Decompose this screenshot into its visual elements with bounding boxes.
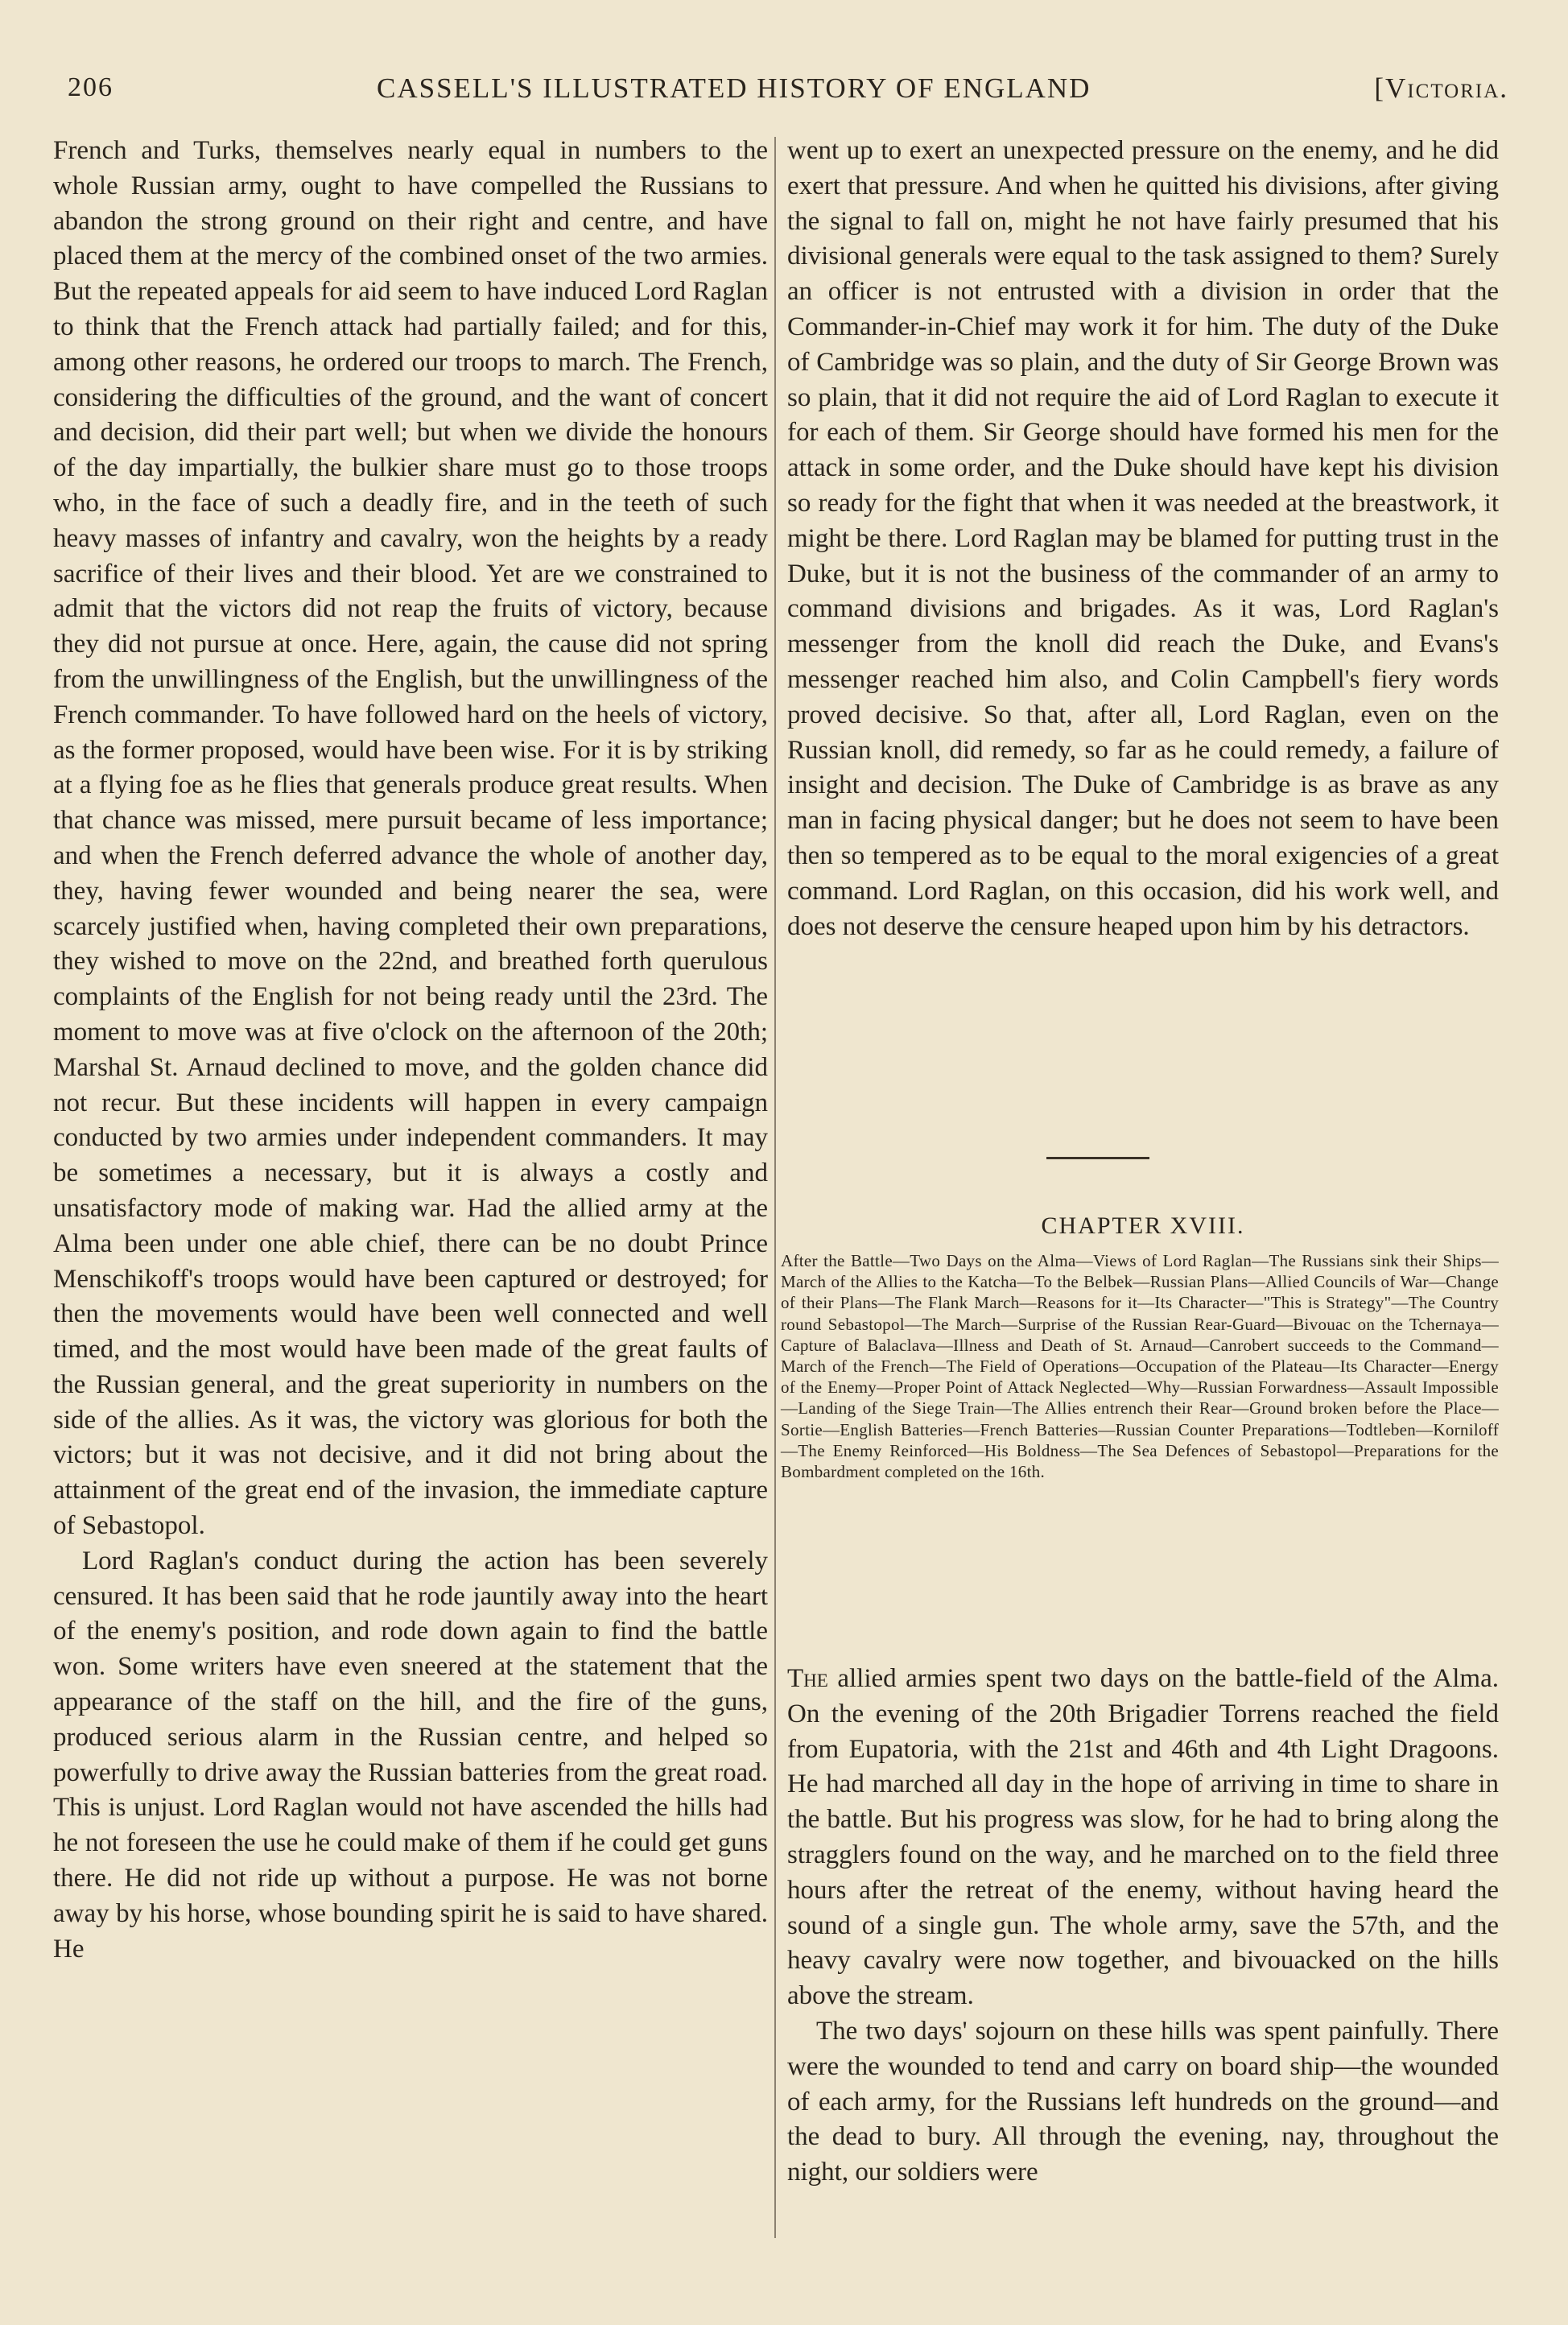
reign-label: [Victoria.: [1374, 72, 1508, 104]
paragraph: French and Turks, themselves nearly equal in numbers to the whole Russian army, ought to have compelled the Russians to abandon the strong ground on their right and centre, and have placed them at the mercy of the combined onset of the two armies. But the repeated appeals for aid seem to have induced Lord Raglan to think that the French attack had partially failed; and for this, among other reasons, he ordered our troops to march. The French, considering the difficulties of the ground, and the want of concert and decision, did their part well; but when we divide the honours of the day impartially, the bulkier share must go to those troops who, in the face of such a deadly fire, and in the teeth of such heavy masses of infantry and cavalry, won the heights by a ready sacrifice of their lives and their blood. Yet are we constrained to admit that the victors did not reap the fruits of victory, because they did not pursue at once. Here, again, the cause did not spring from the unwillingness of the English, but the unwillingness of the French commander. To have followed hard on the heels of victory, as the former proposed, would have been wise. For it is by striking at a flying foe as he flies that generals produce great results. When that chance was missed, mere pursuit became of less importance; and when the French deferred advance the whole of another day, they, having fewer wounded and being nearer the sea, were scarcely justified when, having completed their own preparations, they wished to move on the 22nd, and breathed forth querulous complaints of the English for not being ready until the 23rd. The moment to move was at five o'clock on the afternoon of the 20th; Marshal St. Arnaud declined to move, and the golden chance did not recur. But these incidents will happen in every campaign conducted by two armies under independent commanders. It may be sometimes a necessary, but it is always a costly and unsatisfactory mode of making war. Had the allied army at the Alma been under one able chief, there can be no doubt Prince Menschikoff's troops would have been captured or destroyed; for then the movements would have been well connected and well timed, and the most would have been made of the great faults of the Russian general, and the great superiority in numbers on the side of the allies. As it was, the victory was glorious for both the victors; but it was not decisive, and it did not bring about the attainment of the great end of the invasion, the immediate capture of Sebastopol.: [53, 136, 768, 1541]
paragraph: The two days' sojourn on these hills was spent painfully. There were the wounded to tend and carry on board ship—the wounded of each army, for the Russians left hundreds on the ground—and the dead to bury. All through the evening, nay, throughout the night, our soldiers were: [787, 2016, 1499, 2187]
chapter-heading: CHAPTER XVIII.: [1041, 1212, 1245, 1239]
right-column-bottom: [787, 1662, 1499, 2191]
running-title: CASSELL'S ILLUSTRATED HISTORY OF ENGLAND: [377, 72, 1091, 104]
paragraph: went up to exert an unexpected pressure on the enemy, and he did exert that pressure. And when he quitted his divisions, after giving the signal to fall on, might he not have fairly presumed that his divisional generals were equal to the task assigned to them? Surely an officer is not entrusted with a division in order that the Commander-in-Chief may work it for him. The duty of the Duke of Cambridge was so plain, and the duty of Sir George Brown was so plain, that it did not require the aid of Lord Raglan to execute it for each of them. Sir George should have formed his men for the attack in some order, and the Duke should have kept his division so ready for the fight that when it was needed at the breastwork, it might be there. Lord Raglan may be blamed for putting trust in the Duke, but it is not the business of the commander of an army to command divisions and brigades. As it was, Lord Raglan's messenger from the knoll did reach the Duke, and Evans's messenger reached him also, and Colin Campbell's fiery words proved decisive. So that, after all, Lord Raglan, even on the Russian knoll, did remedy, so far as he could remedy, a failure of insight and decision. The Duke of Cambridge is as brave as any man in facing physical danger; but he does not seem to have been then so tempered as to be equal to the moral exigencies of a great command. Lord Raglan, on this occasion, did his work well, and does not deserve the censure heaped upon him by his detractors.: [787, 136, 1499, 941]
paragraph: [787, 1662, 1499, 2014]
right-column-top: [787, 134, 1499, 944]
section-rule: [1046, 1157, 1149, 1159]
left-column: [53, 134, 768, 1967]
column-divider: [774, 137, 776, 2238]
chapter-synopsis: After the Battle—Two Days on the Alma—Views of Lord Raglan—The Russians sink their Ships—March of the Allies to the Katcha—To the Belbek—Russian Plans—Allied Councils of War—Change of their Plans—The Flank March—Reasons for it—Its Character—"This is Strategy"—The Country round Sebastopol—The March—Surprise of the Russian Rear-Guard—Bivouac on the Tchernaya—Capture of Balaclava—Illness and Death of St. Arnaud—Canrobert succeeds to the Command—March of the French—The Field of Operations—Occupation of the Plateau—Its Character—Energy of the Enemy—Proper Point of Attack Neglected—Why—Russian Forwardness—Assault Impossible—Landing of the Siege Train—The Allies entrench their Rear—Ground broken before the Place—Sortie—English Batteries—French Batteries—Russian Counter Preparations—Todtleben—Korniloff—The Enemy Reinforced—His Boldness—The Sea Defences of Sebastopol—Preparations for the Bombardment completed on the 16th.: [781, 1251, 1499, 1482]
running-header: [68, 64, 1508, 113]
lead-word: The: [787, 1664, 828, 1693]
page-number: 206: [68, 72, 113, 102]
paragraph-text: allied armies spent two days on the battle-field of the Alma. On the evening of the 20th Brigadier Torrens reached the field from Eupatoria, with the 21st and 46th and 4th Light Dragoons. He had marched all day in the hope of arriving in time to share in the battle. But his progress was slow, for he had to bring along the stragglers found on the way, and he marched on to the field three hours after the retreat of the enemy, without having heard the sound of a single gun. The whole army, save the 57th, and the heavy cavalry were now together, and bivouacked on the hills above the stream.: [787, 1664, 1499, 2011]
paragraph: Lord Raglan's conduct during the action has been severely censured. It has been said that he rode jauntily away into the heart of the enemy's position, and rode down again to find the battle won. Some writers have even sneered at the statement that the appearance of the staff on the hill, and the fire of the guns, produced serious alarm in the Russian centre, and helped so powerfully to drive away the Russian batteries from the great road. This is unjust. Lord Raglan would not have ascended the hills had he not foreseen the use he could make of them if he could get guns there. He did not ride up without a purpose. He was not borne away by his horse, whose bounding spirit he is said to have shared. He: [53, 1546, 768, 1964]
